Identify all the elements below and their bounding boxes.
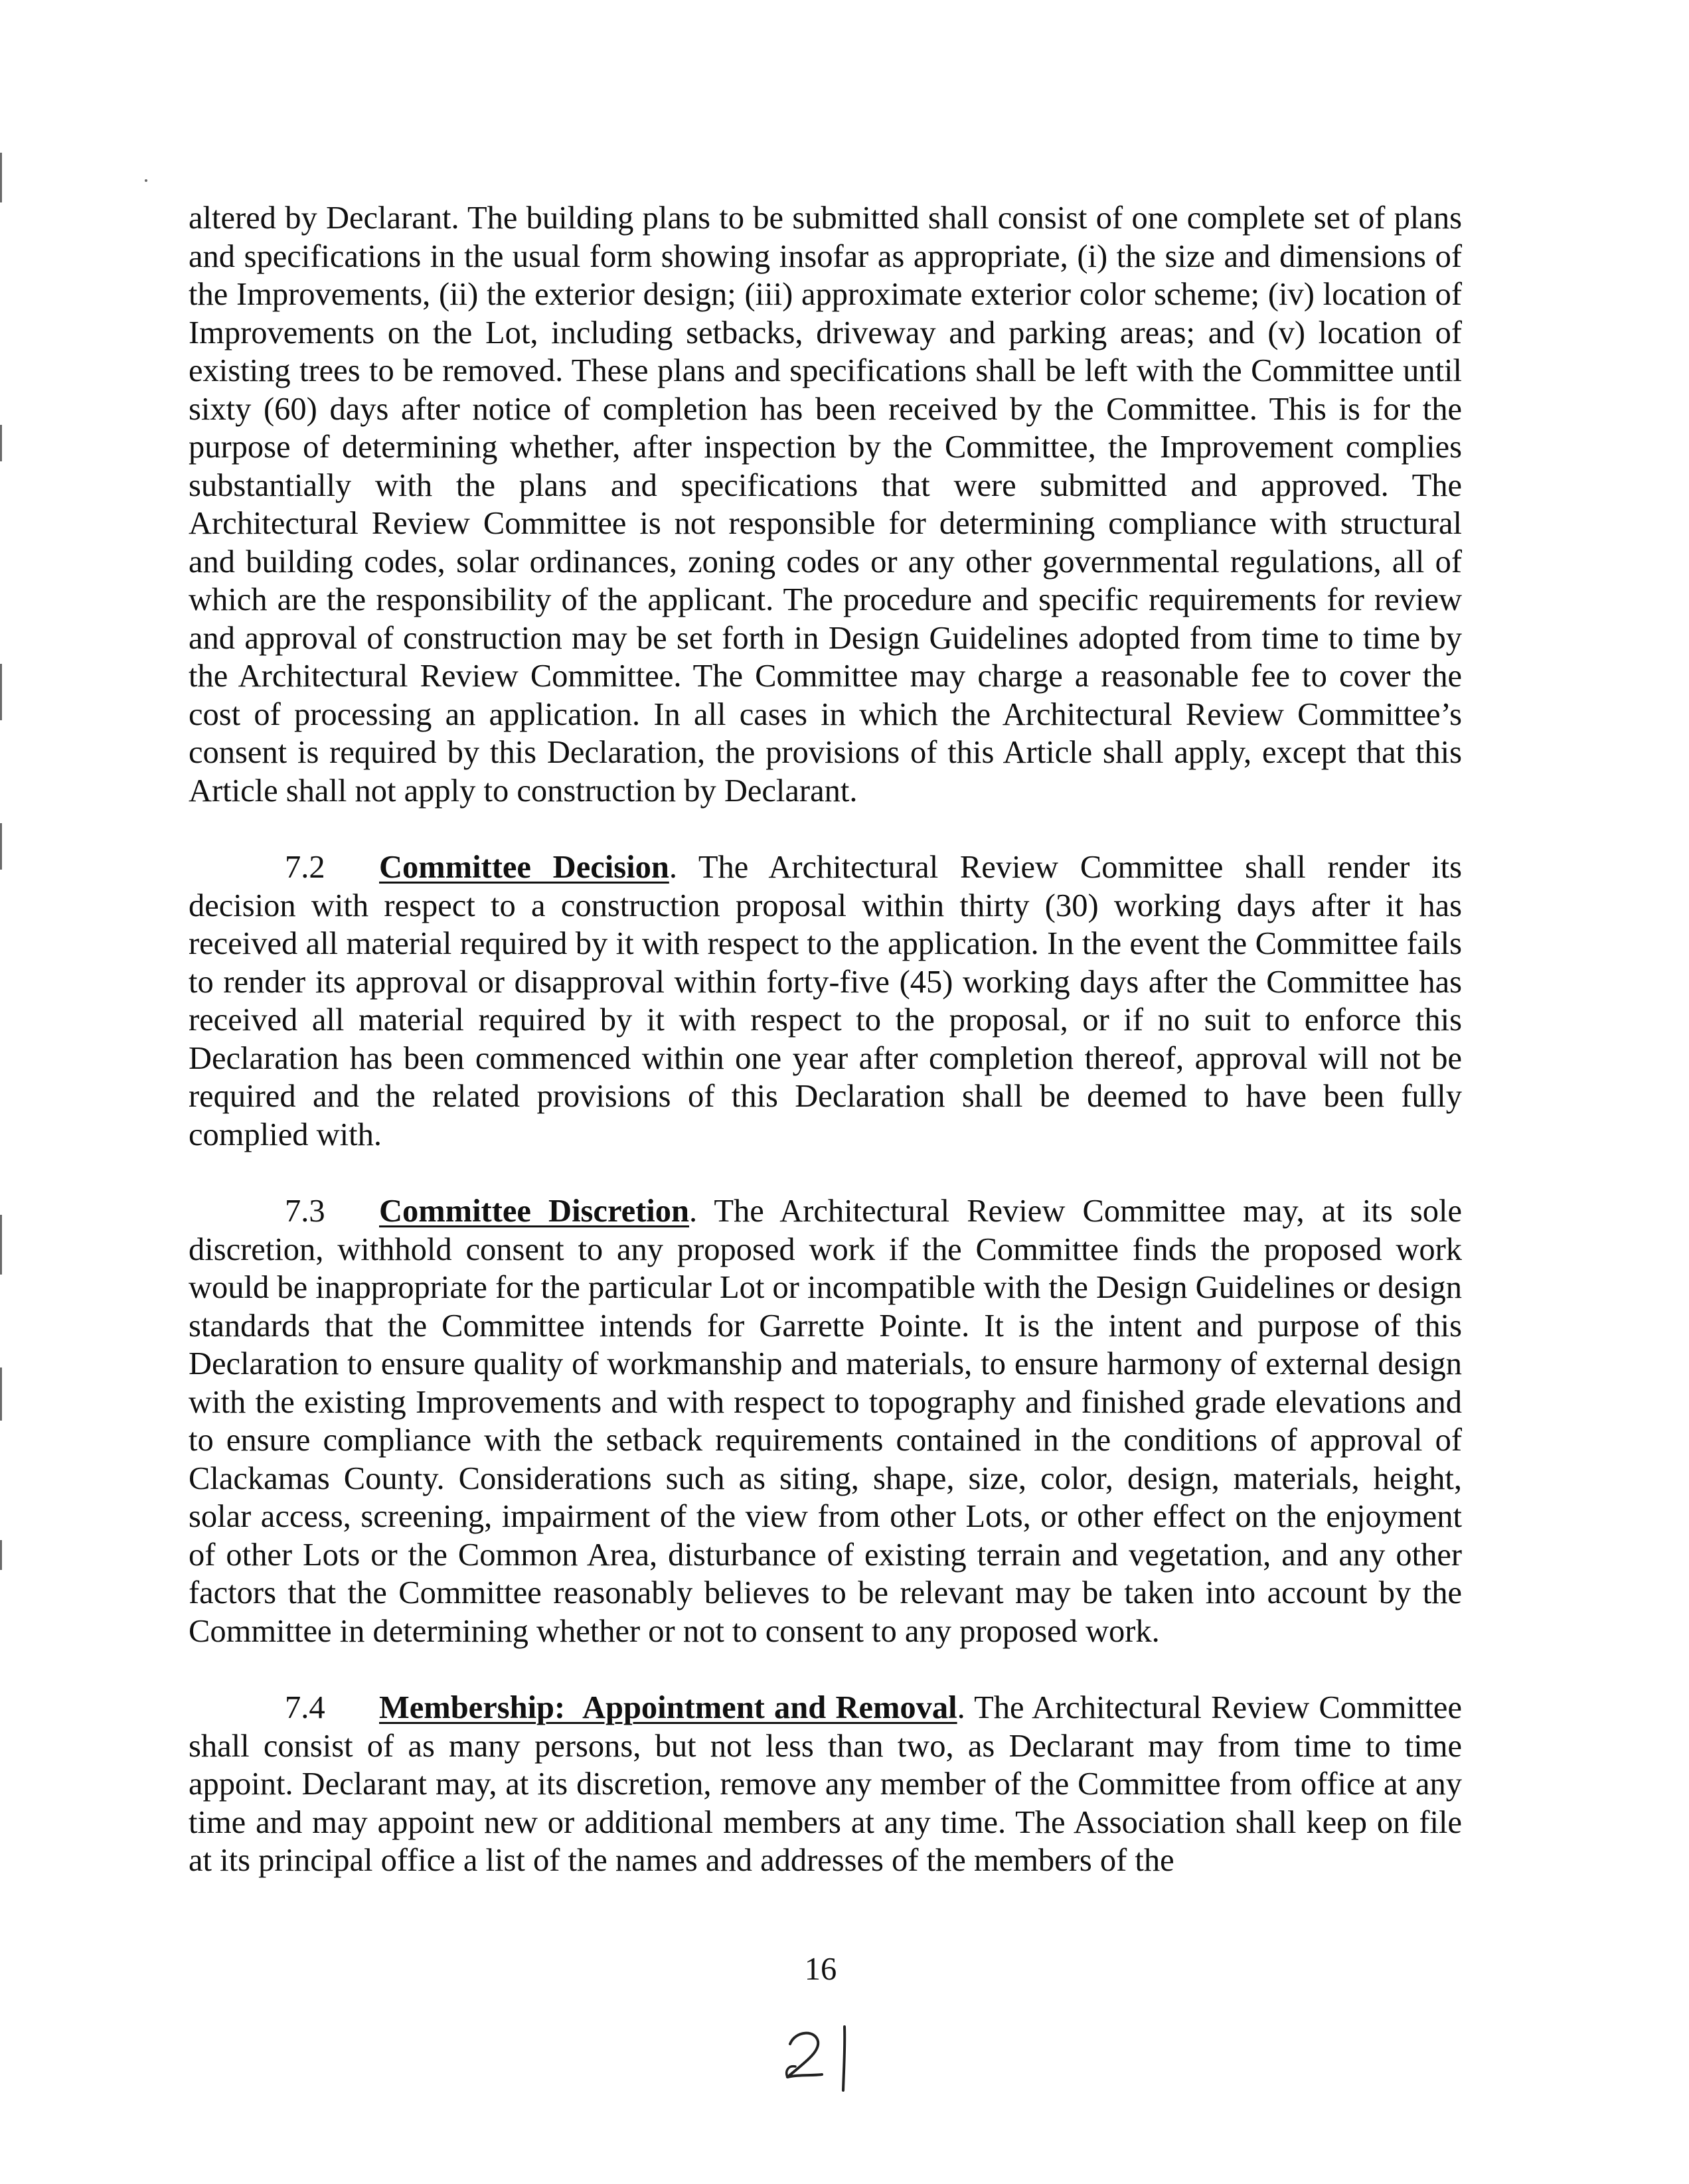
section-title: Committee Discretion <box>379 1194 689 1229</box>
scan-edge-mark <box>0 425 2 461</box>
scan-dot <box>145 179 147 182</box>
document-body <box>189 199 1462 1880</box>
section-7-2 <box>189 848 1462 1154</box>
scan-edge-mark <box>0 1540 2 1570</box>
section-7-3 <box>189 1192 1462 1650</box>
scan-edge-mark <box>0 664 2 720</box>
scan-edge-mark <box>0 1367 2 1421</box>
section-number: 7.2 <box>285 850 325 885</box>
handwritten-page-mark <box>778 2021 864 2094</box>
section-number: 7.4 <box>285 1690 325 1725</box>
scan-edge-mark <box>0 1215 2 1275</box>
section-title: Membership: Appointment and Removal <box>379 1690 957 1725</box>
section-text: . The Architectural Review Committee shall render its decision with respect to a construction proposal within thirty (30) working days after it has received all material required by it with respect to the application. In the event the Committee fails to render its approval or disapproval within forty-five (45) working days after the Committee has received all material required by it with respect to the proposal, or if no suit to enforce this Declaration has been commenced within one year after completion thereof, approval will not be required and the related provisions of this Declaration shall be deemed to have been fully complied with. <box>189 850 1462 1152</box>
section-7-4 <box>189 1689 1462 1880</box>
scan-edge-mark <box>0 153 2 202</box>
section-number: 7.3 <box>285 1194 325 1229</box>
paragraph-intro: altered by Declarant. The building plans to be submitted shall consist of one complete set of plans and specifications in the usual form showing insofar as appropriate, (i) the size and dimensions of the Improvements, (ii) the exterior design; (iii) approximate exterior color scheme; (iv) location of Improvements on the Lot, including setbacks, driveway and parking areas; and (v) location of existing trees to be removed. These plans and specifications shall be left with the Committee until sixty (60) days after notice of completion has been received by the Committee. This is for the purpose of determining whether, after inspection by the Committee, the Improvement complies substantially with the plans and specifications that were submitted and approved. The Architectural Review Committee is not responsible for determining compliance with structural and building codes, solar ordinances, zoning codes or any other governmental regulations, all of which are the responsibility of the applicant. The procedure and specific requirements for review and approval of construction may be set forth in Design Guidelines adopted from time to time by the Architectural Review Committee. The Committee may charge a reasonable fee to cover the cost of processing an application. In all cases in which the Architectural Review Committee’s consent is required by this Declaration, the provisions of this Article shall apply, except that this Article shall not apply to construction by Declarant. <box>189 200 1462 809</box>
page-number: 16 <box>804 1952 837 1987</box>
section-title: Committee Decision <box>379 850 669 885</box>
section-text: . The Architectural Review Committee may, at its sole discretion, withhold consent to any proposed work if the Committee finds the proposed work would be inappropriate for the particular Lot or incompatible with the Design Guidelines or design standards that the Committee intends for Garrette Pointe. It is the intent and purpose of this Declaration to ensure quality of workmanship and materials, to ensure harmony of external design with the existing Improvements and with respect to topography and finished grade elevations and to ensure compliance with the setback requirements contained in the conditions of approval of Clackamas County. Considerations such as siting, shape, size, color, design, materials, height, solar access, screening, impairment of the view from other Lots, or other effect on the enjoyment of other Lots or the Common Area, disturbance of existing terrain and vegetation, and any other factors that the Committee reasonably believes to be relevant may be taken into account by the Committee in determining whether or not to consent to any proposed work. <box>189 1194 1462 1649</box>
scan-edge-mark <box>0 823 2 870</box>
section-text: . The Architectural Review Committee shall consist of as many persons, but not less than two, as Declarant may from time to time appoint. Declarant may, at its discretion, remove any member of the Committee from office at any time and may appoint new or additional members at any time. The Association shall keep on file at its principal office a list of the names and addresses of the members of the <box>189 1690 1462 1878</box>
